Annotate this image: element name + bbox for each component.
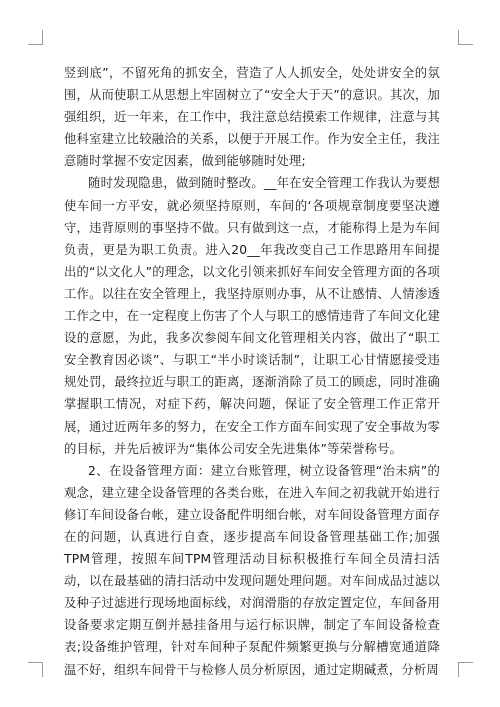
paragraph-safety-management: 随时发现隐患，做到随时整改。__年在安全管理工作我认为要想使车间一方平安，就必须坚持原则，车间的‘各项规章制度要坚决遵守，违背原则的事坚持不做。只有做到这一点，才能称得上是为车间负责，更是为职工负责。进入20__年我改变自己工作思路用车间提出的“以文化人”的理念，以文化引领来抓好车间安全管理方面的各项工作。以往在安全管理上，我坚持原则办事，从不让感情、人情渗透工作之中，在一定程度上伤害了个人与职工的感情违背了车间文化建设的意愿，为此，我多次参阅车间文化管理相关内容，做出了“职工安全教育因必谈”、与职工“半小时谈话制”，让职工心甘情愿接受违规处罚，最终拉近与职工的距离，逐渐消除了员工的顾虑，同时准确掌握职工情况，对症下药，解决问题，保证了安全管理工作正常开展，通过近两年多的努力，在安全工作方面车间实现了安全事故为零的目标，并先后被评为“集体公司安全先进集体”等荣誉称号。 — [64, 176, 440, 456]
crop-mark-top-left — [28, 30, 43, 45]
paragraph-continued: 竖到底”，不留死角的抓安全，营造了人人抓安全，处处讲安全的氛围，从而使职工从思想上牢固树立了“安全大于天”的意识。其次，加强组织，近一年来，在工作中，我注意总结摸索工作规律，注意与其他科室建立比较融洽的关系，以便于开展工作。作为安全主任，我注意随时掌握不安定因素，做到能够随时处理; — [64, 66, 440, 169]
paragraph-equipment-management: 2、在设备管理方面：建立台账管理，树立设备管理“治未病”的观念，建立建全设备管理的各类台账，在进入车间之初我就开始进行修订车间设备台帐，建立设备配件明细台帐，对车间设备管理方面存在的问题，认真进行自查，逐步提高车间设备管理基础工作;加强TPM管理，按照车间TPM管理活动目标积极推行车间全员清扫活动，以在最基础的清扫活动中发现问题处理问题。对车间成品过滤以及种子过滤进行现场地面标线，对润滑脂的存放定置定位，车间备用设备要求定期互倒并悬挂备用与运行标识牌，制定了车间设备检查表;设备维护管理，针对车间种子泵配件频繁更换与分解槽宽通道降温不好，组织车间骨干与检修人员分析原因，通过定期碱煮，分析周 — [64, 463, 440, 677]
crop-mark-bottom-left — [28, 662, 43, 677]
document-body — [64, 62, 440, 681]
crop-mark-top-right — [458, 30, 473, 45]
crop-mark-bottom-right — [458, 662, 473, 677]
